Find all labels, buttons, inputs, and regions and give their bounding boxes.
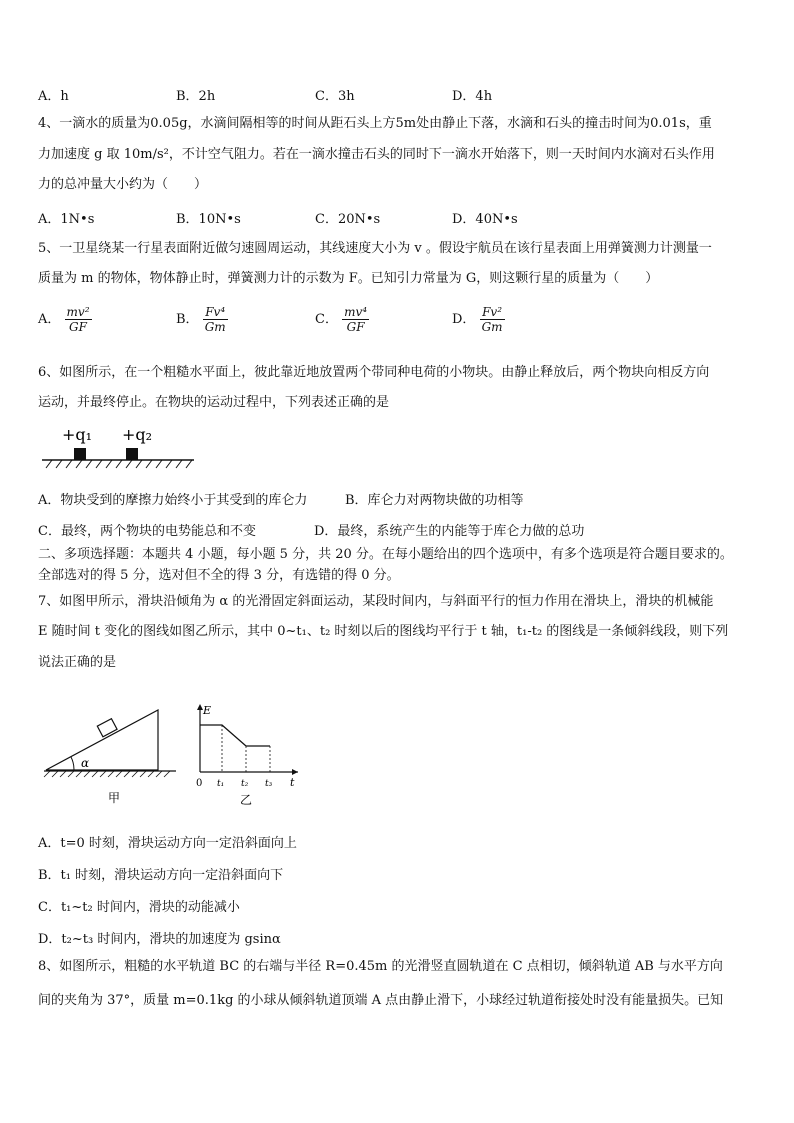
ground-hatching (46, 460, 192, 468)
t-axis-label: t (290, 776, 295, 789)
q5-option-a: A． $\frac{\text{mv²}}{GF}$ (38, 305, 90, 334)
q5-option-c: C． $\frac{\text{mv⁴}}{GF}$ (315, 305, 368, 334)
q5-option-d: D． $\frac{\text{Fv²}}{Gm}$ (452, 305, 503, 334)
angle-arc (71, 757, 74, 770)
q5-fraction-d: $\frac{\text{Fv²}}{Gm}$ (481, 305, 503, 334)
q4-stem-line-2: 力加速度 g 取 10m/s²，不计空气阻力。若在一滴水撞击石头的同时下一滴水开始落下，则一天时间内水滴对石头作用 (38, 147, 715, 162)
q8-stem-line-2: 间的夹角为 37°，质量 m=0.1kg 的小球从倾斜轨道顶端 A 点由静止滑下，小球经过轨道衔接处时没有能量损失。已知 (38, 993, 724, 1008)
tick-t3: t₃ (265, 779, 273, 789)
q4-stem-line-3: 力的总冲量大小约为（ ） (38, 177, 208, 192)
energy-time-graph (190, 700, 305, 810)
q3-option-d: D．4h (452, 89, 493, 104)
charged-blocks-figure (40, 420, 200, 475)
q5-stem-line-2: 质量为 m 的物体，物体静止时，弹簧测力计的示数为 F。已知引力常量为 G，则这颗行星的质量为（ ） (38, 271, 659, 286)
q6-stem-line-1: 6、如图所示，在一个粗糙水平面上，彼此靠近地放置两个带同种电荷的小物块。由静止释放后，两个物块向相反方向 (38, 365, 710, 380)
q6-stem-line-2: 运动，并最终停止。在物块的运动过程中，下列表述正确的是 (38, 395, 390, 410)
q6-option-a: A．物块受到的摩擦力始终小于其受到的库仑力 (38, 493, 308, 508)
q5-option-b: B． $\frac{\text{Fv⁴}}{Gm}$ (176, 305, 226, 334)
q7-option-c: C．t₁~t₂ 时间内，滑块的动能减小 (38, 900, 240, 915)
q3-option-a: A．h (38, 89, 69, 104)
q7-stem-line-2: E 随时间 t 变化的图线如图乙所示，其中 0~t₁、t₂ 时刻以后的图线均平行于 t 轴，t₁-t₂ 的图线是一条倾斜线段，则下列 (38, 624, 729, 639)
q6-option-b: B．库仑力对两物块做的功相等 (345, 493, 524, 508)
tick-t1: t₁ (217, 779, 225, 789)
q7-option-a: A．t=0 时刻，滑块运动方向一定沿斜面向上 (38, 836, 297, 851)
q4-stem-line-1: 4、一滴水的质量为0.05g，水滴间隔相等的时间从距石头上方5m处由静止下落，水滴和石头的撞击时间为0.01s，重 (38, 116, 712, 131)
q7-stem-line-1: 7、如图甲所示，滑块沿倾角为 α 的光滑固定斜面运动，某段时间内，与斜面平行的恒力作用在滑块上，滑块的机械能 (38, 594, 714, 609)
q4-option-c: C．20N•s (315, 212, 381, 227)
q7-stem-line-3: 说法正确的是 (38, 655, 117, 670)
section2-heading-line-1: 二、多项选择题：本题共 4 小题，每小题 5 分，共 20 分。在每小题给出的四个选项中，有多个选项是符合题目要求的。 (38, 547, 733, 562)
q6-option-d: D．最终，系统产生的内能等于库仑力做的总功 (314, 524, 585, 539)
q8-stem-line-1: 8、如图所示，粗糙的水平轨道 BC 的右端与半径 R=0.45m 的光滑竖直圆轨道在 C 点相切，倾斜轨道 AB 与水平方向 (38, 959, 723, 974)
q4-option-d: D．40N•s (452, 212, 518, 227)
block-2 (126, 448, 138, 460)
charge-label-2: +q₂ (122, 425, 153, 444)
incline-ground-hatching (44, 771, 170, 777)
t-axis-arrow (292, 769, 298, 775)
q4-option-a: A．1N•s (38, 212, 95, 227)
q3-option-c: C．3h (315, 89, 355, 104)
q4-option-b: B．10N•s (176, 212, 241, 227)
tick-t2: t₂ (241, 779, 249, 789)
q7-option-b: B．t₁ 时刻，滑块运动方向一定沿斜面向下 (38, 868, 284, 883)
origin-label: 0 (196, 778, 203, 789)
charge-label-1: +q₁ (62, 425, 93, 444)
q5-stem-line-1: 5、一卫星绕某一行星表面附近做匀速圆周运动，其线速度大小为 v 。假设宇航员在该行星表面上用弹簧测力计测量一 (38, 241, 712, 256)
block-1 (74, 448, 86, 460)
q5-fraction-b: $\frac{\text{Fv⁴}}{Gm}$ (204, 305, 226, 334)
figure-b-caption: 乙 (240, 793, 253, 807)
figure-a-caption: 甲 (108, 791, 121, 805)
incline-triangle (46, 710, 158, 770)
q6-option-c: C．最终，两个物块的电势能总和不变 (38, 524, 256, 539)
energy-curve (200, 725, 270, 746)
incline-figure (40, 700, 180, 810)
q5-fraction-c: $\frac{\text{mv⁴}}{GF}$ (344, 305, 368, 334)
section2-heading-line-2: 全部选对的得 5 分，选对但不全的得 3 分，有选错的得 0 分。 (38, 568, 400, 583)
q3-option-b: B．2h (176, 89, 216, 104)
e-axis-label: E (203, 704, 212, 717)
angle-alpha-label: α (81, 756, 90, 770)
q7-option-d: D．t₂~t₃ 时间内，滑块的加速度为 gsinα (38, 932, 281, 947)
q5-fraction-a: $\frac{\text{mv²}}{GF}$ (66, 305, 90, 334)
